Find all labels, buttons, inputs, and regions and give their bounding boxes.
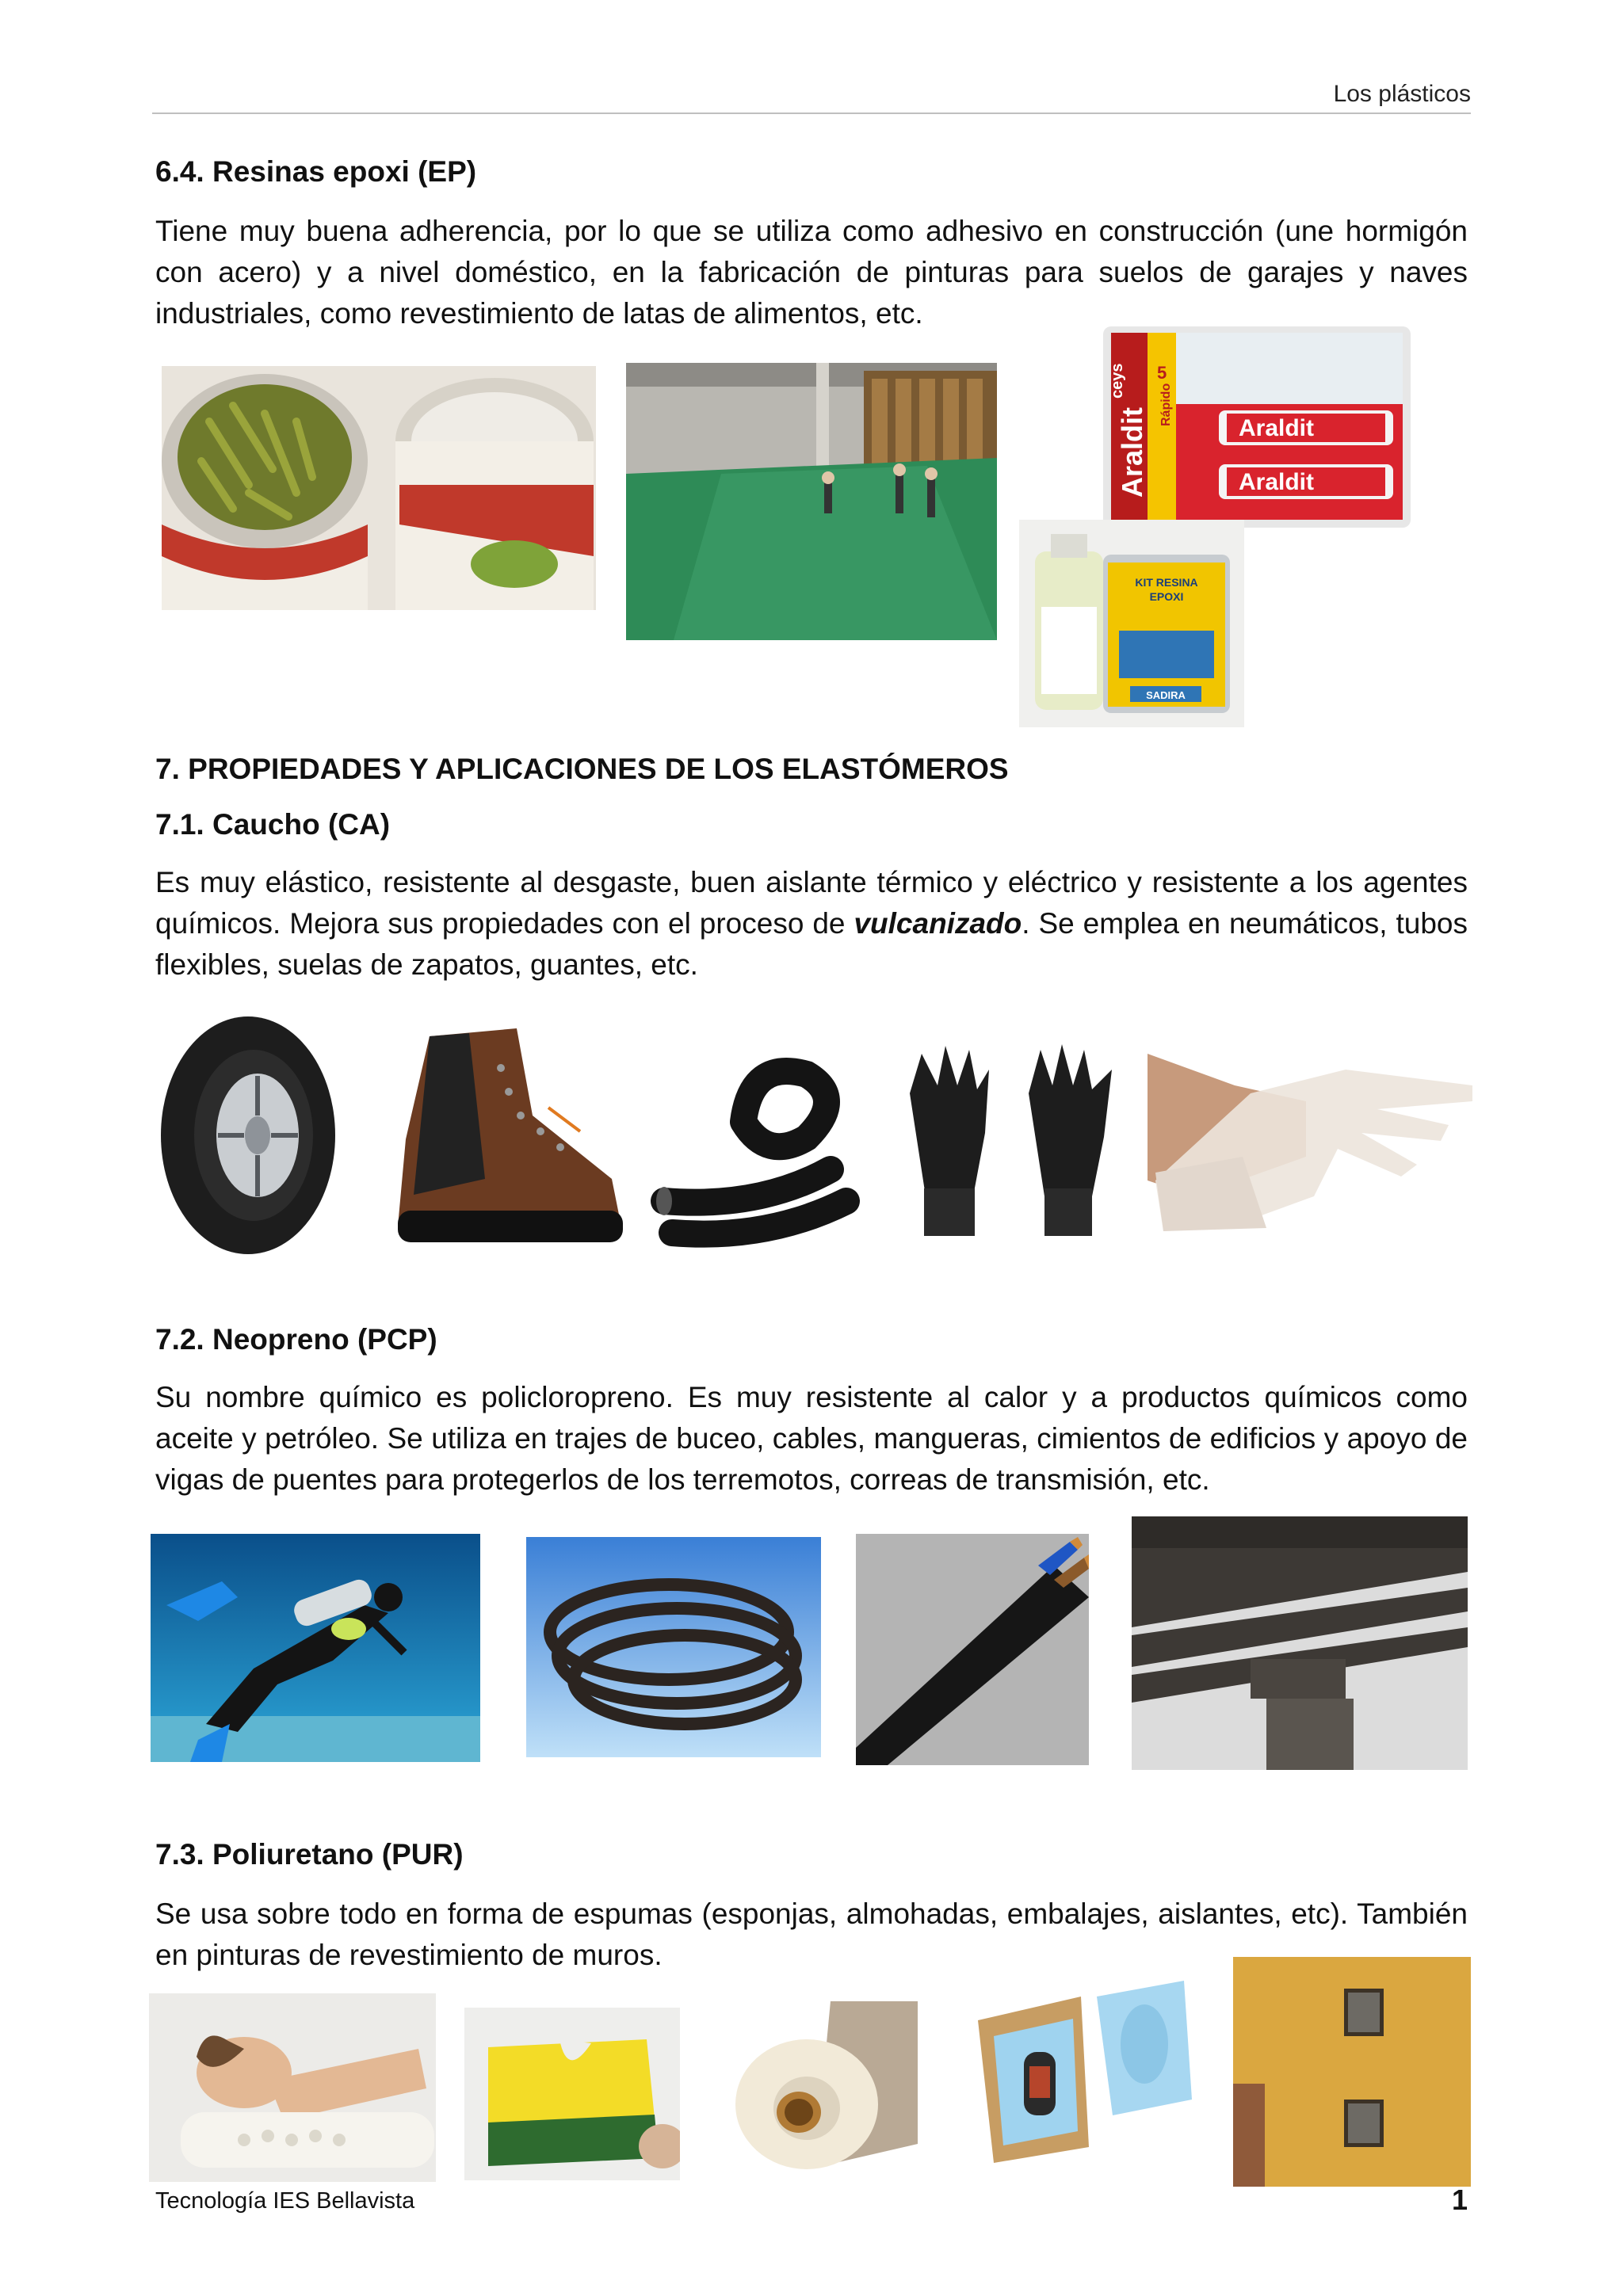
- header-divider: [152, 113, 1471, 114]
- image-latex-gloves: [1148, 1038, 1479, 1231]
- image-scuba-diver: [151, 1534, 480, 1762]
- image-work-gloves: [894, 1038, 1128, 1247]
- kit-label-line2: EPOXI: [1149, 590, 1184, 603]
- araldit-tube-b: Araldit: [1239, 469, 1315, 495]
- footer-school: Tecnología IES Bellavista: [155, 2188, 415, 2214]
- image-tire: [158, 1013, 338, 1258]
- heading-resinas-epoxi: 6.4. Resinas epoxi (EP): [155, 155, 477, 188]
- page-number: 1: [1451, 2183, 1468, 2216]
- image-bridge-beams: [1132, 1516, 1468, 1770]
- header-title: Los plásticos: [1333, 81, 1471, 107]
- image-epoxy-resin-kit: [1019, 520, 1244, 727]
- heading-neopreno: 7.2. Neopreno (PCP): [155, 1323, 437, 1356]
- image-transmission-belt: [526, 1537, 821, 1757]
- kit-brand: SADIRA: [1146, 689, 1186, 701]
- paragraph-caucho: Es muy elástico, resistente al desgaste, buen aislante térmico y eléctrico y resistente a los agentes químicos. Mejora sus propiedades con el proceso de vulcanizado. Se emplea en neumáticos, tubos flexibles, suelas de zapatos, guantes, etc.: [155, 866, 1468, 981]
- image-foam-pillow: [149, 1993, 436, 2182]
- image-electric-cable: [856, 1534, 1089, 1765]
- image-food-cans: [162, 366, 596, 610]
- image-wall-coating: [1233, 1957, 1471, 2187]
- paragraph-resinas-epoxi: Tiene muy buena adherencia, por lo que se utiliza como adhesivo en construcción (une hormigón con acero) y a nivel doméstico, en la fabricación de pinturas para suelos de garajes y naves industriales, como revestimiento de latas de alimentos, etc.: [155, 215, 1468, 330]
- image-packaging-foam: [962, 1965, 1197, 2171]
- emphasis-vulcanizado: vulcanizado: [854, 907, 1022, 940]
- araldit-tube-a: Araldit: [1239, 415, 1315, 441]
- image-rubber-tube: [648, 1043, 862, 1250]
- heading-elastomeros: 7. PROPIEDADES Y APLICACIONES DE LOS ELASTÓMEROS: [155, 753, 1009, 785]
- paragraph-poliuretano: Se usa sobre todo en forma de espumas (esponjas, almohadas, embalajes, aislantes, etc). También en pinturas de revestimiento de muros.: [155, 1897, 1468, 1971]
- araldit-ceys-label: ceys: [1109, 363, 1126, 399]
- araldit-minutes: 5: [1157, 363, 1167, 383]
- image-araldit-package: [1100, 323, 1414, 531]
- araldit-speed: Rápido: [1159, 383, 1173, 426]
- araldit-vertical-brand: Araldit: [1116, 406, 1148, 498]
- image-garage-floor: [626, 363, 997, 640]
- image-sponge: [464, 2008, 680, 2180]
- heading-caucho: 7.1. Caucho (CA): [155, 808, 391, 841]
- image-hiking-boot: [382, 1020, 624, 1258]
- heading-poliuretano: 7.3. Poliuretano (PUR): [155, 1838, 464, 1871]
- paragraph-neopreno: Su nombre químico es policloropreno. Es muy resistente al calor y a productos químicos como aceite y petróleo. Se utiliza en trajes de buceo, cables, mangueras, cimientos de edificios y apoyo de vigas de puentes para protegerlos de los terremotos, correas de transmisión, etc.: [155, 1381, 1468, 1496]
- image-pipe-insulation: [720, 1985, 929, 2180]
- kit-label-line1: KIT RESINA: [1135, 576, 1198, 589]
